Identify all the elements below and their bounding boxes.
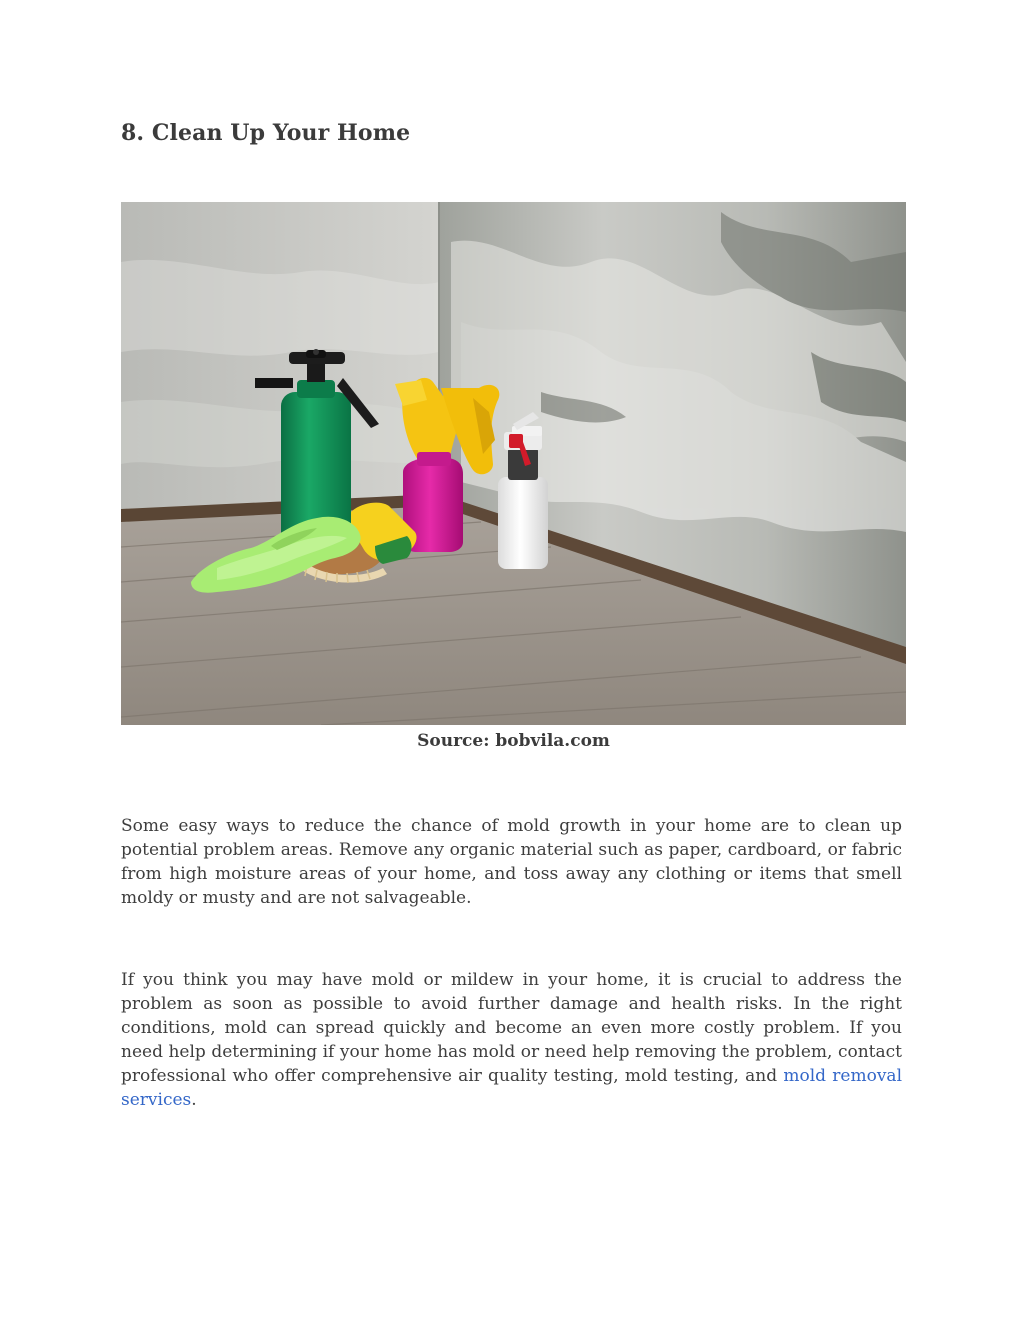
image-caption: Source: bobvila.com [417,731,610,751]
cleaning-supplies-photo [121,202,906,725]
paragraph-end-punctuation: . [191,1090,197,1110]
section-heading: 8. Clean Up Your Home [121,120,411,146]
paragraph-cleanup-tips: Some easy ways to reduce the chance of mold growth in your home are to clean up potential problem areas. Remove any organic material such as paper, cardboard, or fabric from high moisture areas of your home, and toss away any clothing or items that smell moldy or musty and are not salvageable. [121,816,902,908]
paragraph-mold-help [121,968,902,1112]
paragraph-text: If you think you may have mold or mildew in your home, it is crucial to address the problem as soon as possible to avoid further damage and health risks. In the right conditions, mold can spread quickly and become an even more costly problem. If you need help determining if your home has mold or need help removing the problem, contact professional who offer comprehensive air quality testing, mold testing, and [121,970,902,1086]
mold-removal-services-link[interactable]: mold removal services [121,1066,902,1110]
